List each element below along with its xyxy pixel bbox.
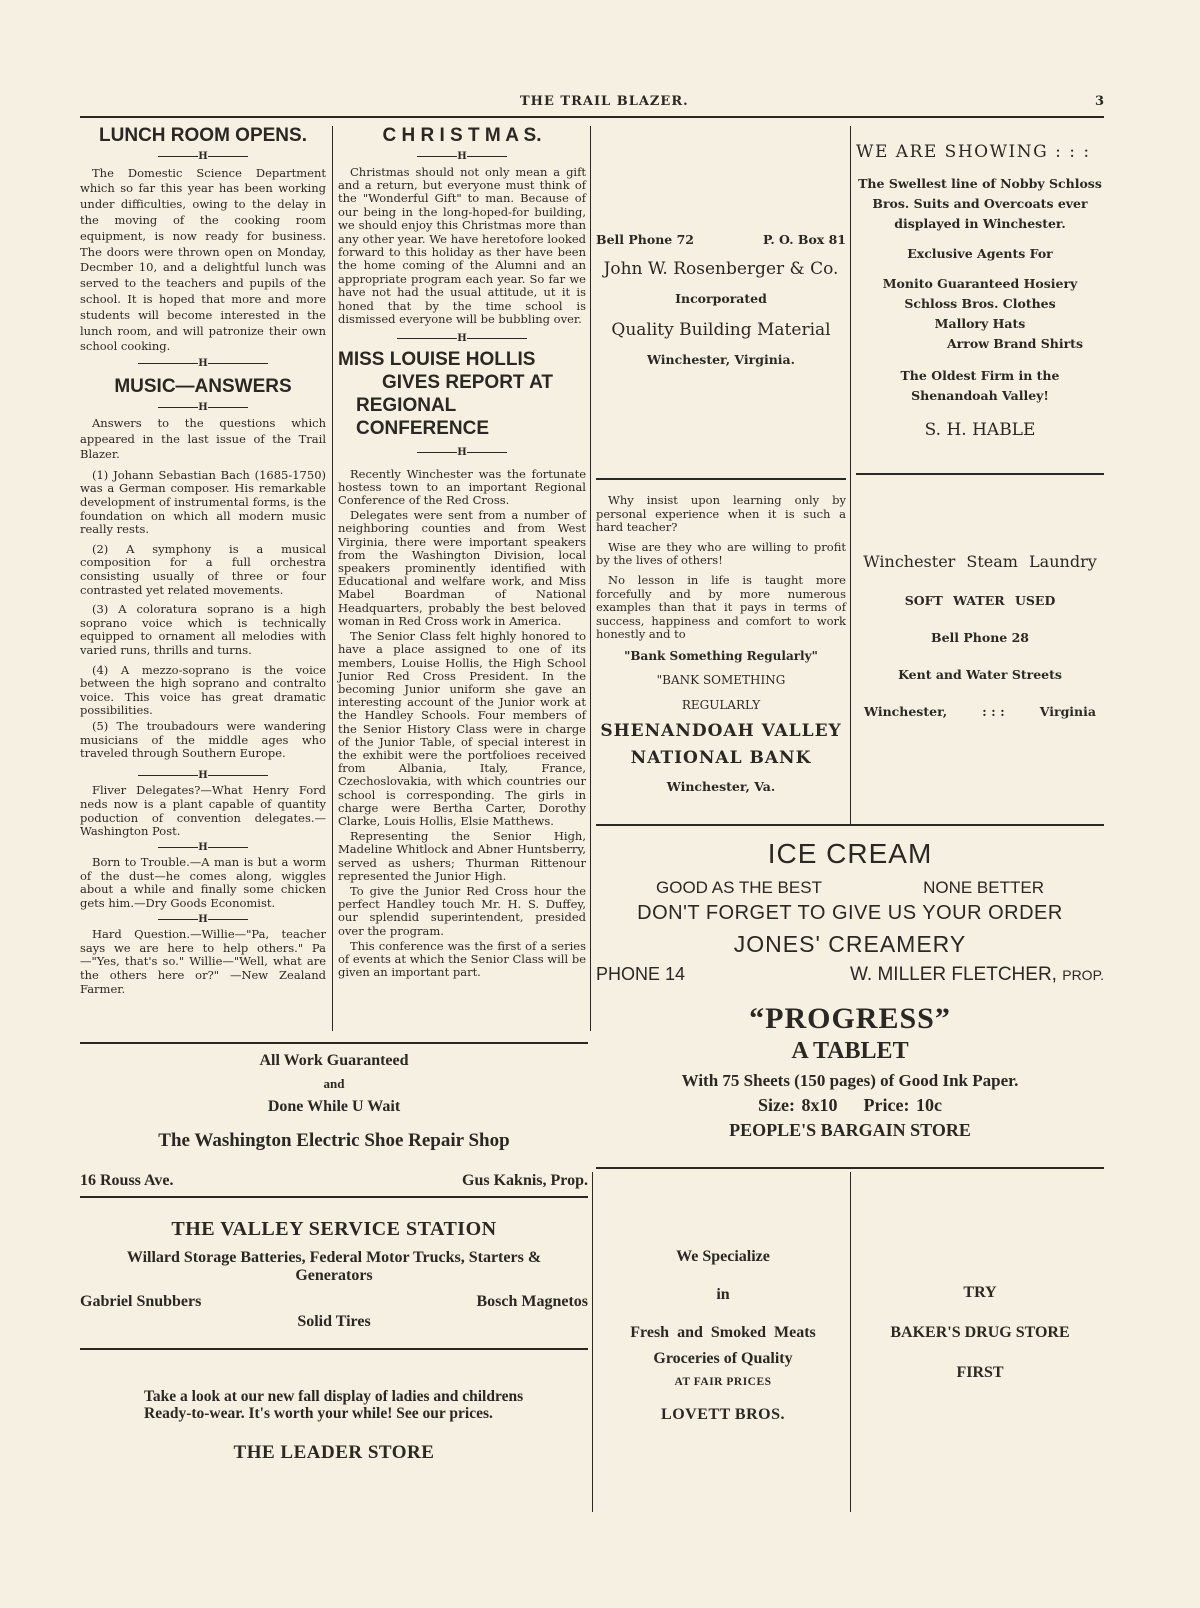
hollis-headline-line: MISS LOUISE HOLLIS xyxy=(338,349,536,371)
bank-q3: No lesson in life is taught more forcefully and by more numerous examples than that it pays in terms of success, happiness and comfort to work honestly and to xyxy=(596,572,846,642)
hable-name: S. H. HABLE xyxy=(924,420,1036,440)
separator: H xyxy=(80,401,326,415)
shoe-and: and xyxy=(323,1076,345,1091)
rosenberger-incorporated: Incorporated xyxy=(675,291,767,306)
hollis-headline xyxy=(338,348,586,440)
bank-slogan-caps: REGULARLY xyxy=(681,698,761,713)
hable-brand: Schloss Bros. Clothes xyxy=(904,296,1056,311)
progress-tablet: A TABLET xyxy=(791,1038,909,1064)
valley-station-gabriel: Gabriel Snubbers xyxy=(80,1293,202,1310)
progress-size: Size: 8x10 xyxy=(758,1095,838,1115)
hollis-paragraph: To give the Junior Red Cross hour the perfect Handley touch Mr. H. S. Duffey, our splendid superintendent, presided over the program. xyxy=(338,883,586,938)
page-header xyxy=(80,94,1104,114)
laundry-dots: : : : xyxy=(982,704,1005,719)
progress-price: Price: 10c xyxy=(863,1095,942,1115)
separator: H xyxy=(338,150,586,164)
leader-name: THE LEADER STORE xyxy=(233,1442,435,1463)
music-answer: (1) Johann Sebastian Bach (1685-1750) was a German composer. His remarkable development of instrumental forms, is the foundation on which all modern music really rests. xyxy=(80,467,326,537)
ad-divider xyxy=(596,478,846,480)
music-headline: MUSIC—ANSWERS xyxy=(114,375,292,397)
rosenberger-name: John W. Rosenberger & Co. xyxy=(603,259,839,279)
lovett-specialize: We Specialize xyxy=(676,1248,770,1265)
joke-fliver: Fliver Delegates?—What Henry Ford neds now is a plant capable of quantity poduction of convention delegates.—Washington Post. xyxy=(80,783,326,839)
hollis-paragraph: Representing the Senior High, Madeline Whitlock and Abner Huntsberry, served as ushers; Thurman Rittenour represented the Junior High. xyxy=(338,829,586,883)
hollis-paragraph: The Senior Class felt highly honored to have a place assigned to one of its members, Louise Hollis, the High School Junior Red Cross President. In the becoming Junior uniform she gave an interesting account of the Junior work at the Handley Schools. Four members of the Senior History Class were in charge of the Junior Table, of special interest in the exhibit were the portfolioes received from Albania, Italy, France, Czechoslovakia, with which countries our school is corresponding. The girls in charge were Bertha Carter, Dorothy Clarke, Louis Hollis, Elsie Matthews. xyxy=(338,629,586,828)
laundry-phone: Bell Phone 28 xyxy=(931,630,1029,645)
separator: H xyxy=(338,446,586,460)
ice-cream-contact-row xyxy=(596,964,1104,986)
shoe-proprietor: Gus Kaknis, Prop. xyxy=(462,1172,588,1189)
ice-cream-good: GOOD AS THE BEST xyxy=(656,878,822,897)
ice-cream-none: NONE BETTER xyxy=(923,878,1044,897)
progress-title: “PROGRESS” xyxy=(749,1002,951,1035)
baker-name: BAKER'S DRUG STORE xyxy=(890,1324,1070,1341)
ice-cream-phone: PHONE 14 xyxy=(596,964,686,984)
music-answer: (3) A coloratura soprano is a high soprano voice which is technically equipped to ornament all melodies with varied runs, thrills and turns. xyxy=(80,602,326,657)
ice-cream-ad xyxy=(596,838,1104,986)
column-2 xyxy=(338,124,586,981)
newspaper-title: THE TRAIL BLAZER. xyxy=(520,94,689,109)
ice-cream-creamery: JONES' CREAMERY xyxy=(733,931,967,957)
shoe-repair-ad xyxy=(80,1052,588,1190)
lunch-room-body: The Domestic Science Department which so far this year has been working under difficulties, owing to the delay in the moving of the cooking room equipment, is now ready for business. The doors were thrown open on Monday, Decmber 10, and a delightful lunch was served to the teachers and pupils of the school. It is hoped that more and more students will become interested in the lunch room, and will patronize their own school cooking. xyxy=(80,165,326,354)
bank-q2: Wise are they who are willing to profit by the lives of others! xyxy=(596,539,846,568)
hable-agents: Exclusive Agents For xyxy=(907,246,1053,261)
hable-brand: Monito Guaranteed Hosiery xyxy=(882,276,1078,291)
christmas-headline: C H R I S T M A S. xyxy=(382,125,542,146)
ice-cream-prop-suffix: PROP. xyxy=(1062,967,1104,983)
separator: H xyxy=(80,769,326,783)
lunch-room-headline: LUNCH ROOM OPENS. xyxy=(99,125,307,146)
progress-size-row xyxy=(596,1095,1104,1116)
column-rule xyxy=(850,126,851,826)
laundry-ad xyxy=(856,552,1104,719)
lovett-prices: AT FAIR PRICES xyxy=(674,1376,772,1388)
hable-line: The Swellest line of Nobby Schloss Bros. Suits and Overcoats ever displayed in Winchester. xyxy=(858,176,1102,231)
bank-q1: Why insist upon learning only by personal experience when it is such a hard teacher? xyxy=(596,493,846,535)
ad-divider xyxy=(856,473,1104,475)
valley-service-ad xyxy=(80,1218,588,1331)
bank-city: Winchester, Va. xyxy=(666,778,776,794)
ad-divider xyxy=(80,1042,588,1044)
ad-divider xyxy=(596,824,1104,826)
baker-try: TRY xyxy=(963,1284,997,1301)
valley-station-bosch: Bosch Magnetos xyxy=(476,1293,588,1310)
lovett-ad xyxy=(600,1248,846,1424)
ice-cream-prop-line xyxy=(850,964,1104,986)
valley-station-line: Generators xyxy=(295,1267,373,1284)
page-number: 3 xyxy=(1094,94,1104,109)
laundry-city: Winchester, xyxy=(864,704,948,719)
ad-divider xyxy=(80,1196,588,1198)
music-answer: (2) A symphony is a musical composition for a full orchestra consisting usually of three or four contrasted yet related movements. xyxy=(80,541,326,597)
rosenberger-phone: Bell Phone 72 xyxy=(596,232,694,247)
hollis-paragraph: Recently Winchester was the fortunate hostess town to an important Regional Conference of the Red Cross. xyxy=(338,466,586,508)
rosenberger-box: P. O. Box 81 xyxy=(763,232,846,247)
ice-cream-title: ICE CREAM xyxy=(767,838,933,869)
lovett-groceries: Groceries of Quality xyxy=(653,1350,793,1367)
laundry-soft-water: SOFT WATER USED xyxy=(904,593,1056,608)
separator: H xyxy=(80,150,326,164)
valley-station-products-row xyxy=(80,1293,588,1311)
baker-ad xyxy=(856,1284,1104,1382)
column-rule xyxy=(590,126,591,1031)
valley-station-tires: Solid Tires xyxy=(297,1313,371,1330)
hable-brand: Mallory Hats xyxy=(934,316,1026,331)
shoe-address: 16 Rouss Ave. xyxy=(80,1172,174,1189)
hable-oldest: The Oldest Firm in the Shenandoah Valley! xyxy=(900,368,1060,403)
lovett-in: in xyxy=(716,1286,730,1303)
laundry-state: Virginia xyxy=(1039,704,1096,719)
progress-store: PEOPLE'S BARGAIN STORE xyxy=(729,1120,971,1140)
column-1 xyxy=(80,124,326,998)
bank-slogan-caps: "BANK SOMETHING xyxy=(656,672,786,687)
ice-cream-quality-row xyxy=(596,878,1104,898)
bank-slogan: "Bank Something Regularly" xyxy=(624,648,818,663)
baker-first: FIRST xyxy=(956,1364,1004,1381)
valley-station-line: Willard Storage Batteries, Federal Motor Trucks, Starters & xyxy=(126,1249,542,1266)
hollis-headline-line: REGIONAL CONFERENCE xyxy=(356,395,490,440)
joke-hard-question: Hard Question.—Willie—"Pa, teacher says we are here to help others." Pa—"Yes, that's so." Willie—"Well, what are the others here or?" —New Zealand Farmer. xyxy=(80,927,326,996)
ice-cream-order: DON'T FORGET TO GIVE US YOUR ORDER xyxy=(637,902,1063,924)
separator: H xyxy=(338,332,586,346)
progress-ad xyxy=(596,1002,1104,1141)
bank-name: SHENANDOAH VALLEY xyxy=(600,720,842,741)
ice-cream-proprietor: W. MILLER FLETCHER, xyxy=(850,964,1057,985)
laundry-city-row xyxy=(856,704,1104,719)
music-intro: Answers to the questions which appeared in the last issue of the Trail Blazer. xyxy=(80,416,326,462)
leader-store-ad xyxy=(80,1388,588,1464)
shoe-guaranteed: All Work Guaranteed xyxy=(259,1052,409,1069)
hollis-paragraph: Delegates were sent from a number of neighboring counties and from West Virginia, there were important speakers from the Washington Division, local speakers prominently identified with Educational and welfare work, and Miss Mabel Boardman of National Headquarters, probably the best beloved woman in Red Cross work in America. xyxy=(338,508,586,628)
shoe-shop-name: The Washington Electric Shoe Repair Shop xyxy=(158,1130,510,1151)
leader-text: Take a look at our new fall display of ladies and childrens Ready-to-wear. It's worth your while! See our prices. xyxy=(144,1388,524,1422)
progress-sheets: With 75 Sheets (150 pages) of Good Ink Paper. xyxy=(681,1071,1019,1090)
christmas-body: Christmas should not only mean a gift and a return, but everyone must think of the "Wonderful Gift" to man. Because of our being in the long-hoped-for building, we should enjoy this Christmas more than any other year. We have heretofore looked forward to this holiday as ther have been the home coming of the Alumni and an appropriate program each year. So far we have not had the usual attitude, ut it is honed that by the time school is dismissed everyone will be bubbling over. xyxy=(338,164,586,327)
separator: H xyxy=(80,913,326,927)
separator: H xyxy=(80,357,326,371)
shoe-wait: Done While U Wait xyxy=(267,1098,401,1115)
separator: H xyxy=(80,841,326,855)
hable-ad xyxy=(856,142,1104,440)
hollis-paragraph: This conference was the first of a series of events at which the Senior Class will be given an important part. xyxy=(338,938,586,980)
valley-station-name: THE VALLEY SERVICE STATION xyxy=(171,1218,497,1240)
hable-brand: Arrow Brand Shirts xyxy=(946,336,1083,351)
header-rule xyxy=(80,116,1104,118)
lovett-meats: Fresh and Smoked Meats xyxy=(630,1324,816,1341)
music-answer: (5) The troubadours were wandering musicians of the middle ages who traveled through Southern Europe. xyxy=(80,718,326,761)
laundry-name: Winchester Steam Laundry xyxy=(863,552,1097,571)
column-rule xyxy=(332,126,333,1031)
rosenberger-ad xyxy=(596,232,846,367)
lovett-name: LOVETT BROS. xyxy=(661,1406,785,1423)
bank-ad xyxy=(596,494,846,794)
music-answer: (4) A mezzo-soprano is the voice between the high soprano and contralto voice. This voice has great dramatic possibilities. xyxy=(80,662,326,718)
shoe-address-row xyxy=(80,1172,588,1190)
rosenberger-city: Winchester, Virginia. xyxy=(646,352,796,367)
bank-name: NATIONAL BANK xyxy=(630,748,812,769)
rosenberger-contact-row xyxy=(596,232,846,247)
ad-divider xyxy=(596,1167,1104,1169)
joke-trouble: Born to Trouble.—A man is but a worm of the dust—he comes along, wiggles about a while and finally some chicken gets him.—Dry Goods Economist. xyxy=(80,855,326,911)
column-rule xyxy=(592,1172,593,1512)
hable-showing: WE ARE SHOWING : : : xyxy=(856,142,1091,162)
laundry-streets: Kent and Water Streets xyxy=(898,667,1062,682)
column-rule xyxy=(850,1172,851,1512)
ad-divider xyxy=(80,1348,588,1350)
hollis-headline-line: GIVES REPORT AT xyxy=(382,372,554,394)
rosenberger-material: Quality Building Material xyxy=(611,320,831,340)
